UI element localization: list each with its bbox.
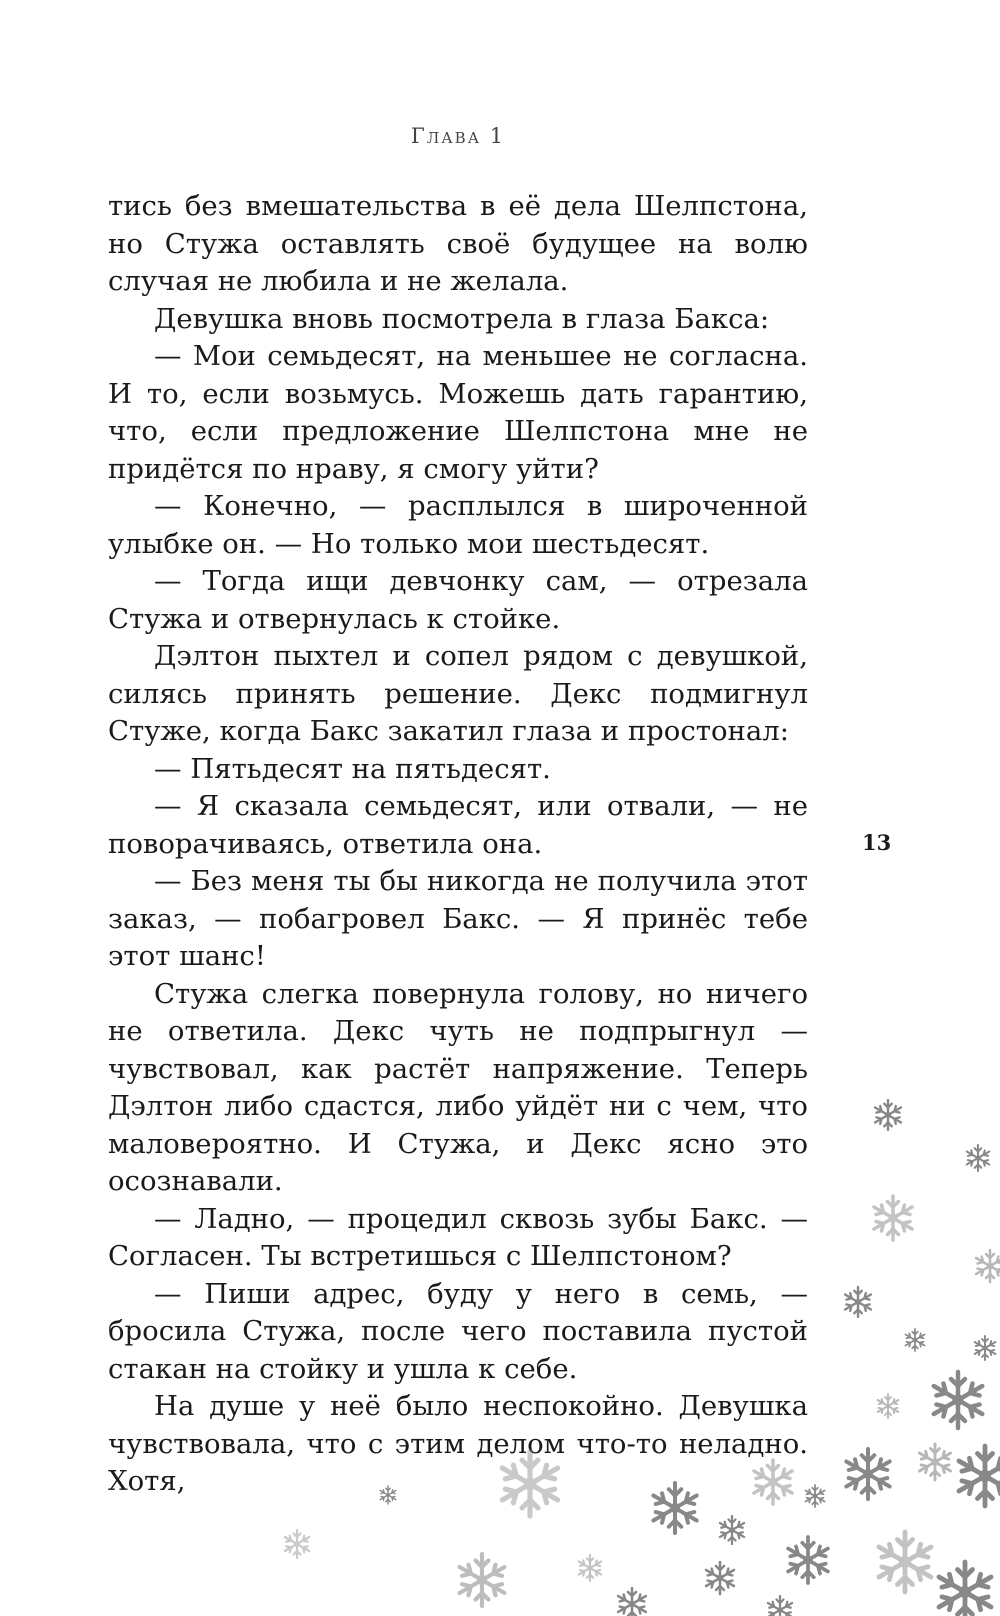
paragraph: Стужа слегка повернула голову, но ничего не ответила. Декс чуть не подпрыгнул — чувствовал, как растёт напряжение. Теперь Дэлтон либо сдастся, либо уйдёт ни с чем, что маловероятно. И Стужа, и Декс ясно это осознавали.: [108, 977, 808, 1197]
snowflake-icon: [879, 1532, 931, 1592]
snowflake-icon: [939, 1562, 991, 1616]
snowflake-icon: [618, 1588, 646, 1616]
paragraph: тись без вмешательства в её дела Шелпстона, но Стужа оставлять своё будущее на волю случая не любила и не желала.: [108, 190, 808, 297]
snowflake-icon: [975, 1336, 996, 1360]
paragraph: — Тогда ищи девчонку сам, — отрезала Стужа и отвернулась к стойке.: [108, 565, 808, 635]
paragraph: Дэлтон пыхтел и сопел рядом с девушкой, силясь принять решение. Декс подмигнул Стуже, когда Бакс закатил глаза и простонал:: [108, 640, 808, 747]
snowflake-icon: [967, 1145, 990, 1171]
snowflake-icon: [905, 1329, 924, 1351]
paragraph: — Ладно, — процедил сквозь зубы Бакс. — Согласен. Ты встретишься с Шелпстоном?: [108, 1202, 808, 1272]
snowflake-icon: [459, 1554, 504, 1606]
snowflake-icon: [874, 1196, 912, 1240]
snowflake-icon: [845, 1287, 871, 1317]
paragraph: — Без меня ты бы никогда не получила этот заказ, — побагровел Бакс. — Я принёс тебе этот шанс!: [108, 865, 808, 972]
paragraph: — Пятьдесят на пятьдесят.: [154, 752, 551, 785]
snowflake-icon: [579, 1555, 602, 1581]
snowflake-icon: [805, 1485, 824, 1507]
chapter-header: Глава 1: [410, 124, 506, 148]
paragraph: Девушка вновь посмотрела в глаза Бакса:: [154, 302, 770, 335]
snowflake-icon: [878, 1394, 899, 1418]
snowflake-icon: [846, 1449, 889, 1499]
snowflake-icon: [768, 1596, 792, 1616]
snowflake-icon: [959, 1446, 1000, 1506]
paragraph: — Я сказала семьдесят, или отвали, — не поворачиваясь, ответила она.: [108, 790, 808, 860]
snowflake-icon: [919, 1444, 950, 1480]
snowflake-icon: [285, 1530, 309, 1558]
snowflake-icon: [934, 1372, 982, 1428]
snowflake-icon: [788, 1537, 828, 1583]
page-number: 13: [862, 830, 892, 855]
paragraph: На душе у неё было неспокойно. Девушка чувствовала, что с этим делом что-то неладно. Хотя,: [108, 1390, 808, 1497]
snowflake-icon: [875, 1100, 901, 1130]
paragraph: — Мои семьдесят, на меньшее не согласна. И то, если возьмусь. Можешь дать гарантию, что, если предложение Шелпстона мне не придётся по нраву, я смогу уйти?: [108, 340, 808, 485]
snowflake-icon: [976, 1250, 1000, 1282]
paragraph: — Конечно, — расплылся в широченной улыбке он. — Но только мои шестьдесят.: [108, 490, 808, 560]
paragraph: — Пиши адрес, буду у него в семь, — бросила Стужа, после чего поставила пустой стакан на стойку и ушла к себе.: [108, 1277, 808, 1385]
body-text: [108, 188, 808, 1501]
snowflake-icon: [706, 1562, 734, 1594]
snowflake-icon: [720, 1516, 744, 1544]
